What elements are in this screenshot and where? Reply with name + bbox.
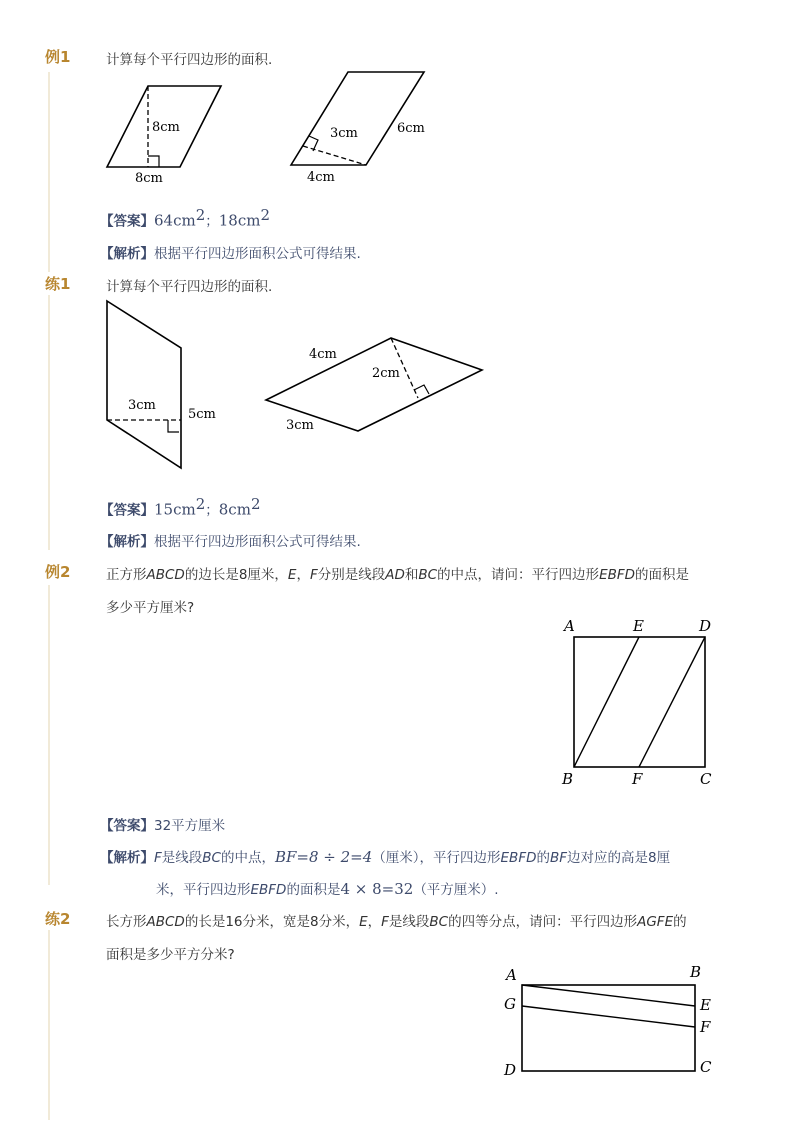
- analysis-line: [100, 242, 361, 262]
- analysis-line-1: 【解析】F是线段BC的中点，BF=8 ÷ 2=4（厘米），平行四边形EBFD的BF边对应的高是8厘: [100, 848, 671, 866]
- vertex-label-B: B: [690, 963, 702, 981]
- answer-label: 【答案】: [100, 502, 154, 519]
- exponent: 2: [250, 495, 261, 513]
- answer-value: 8cm: [218, 500, 251, 519]
- practice-tag: 练1: [45, 275, 71, 293]
- height-label: 8cm: [152, 120, 180, 135]
- parallelogram-figure-1: [100, 68, 230, 186]
- vertex-label-F: F: [700, 1018, 711, 1036]
- answer-value: 32平方厘米: [154, 818, 226, 834]
- exponent: 2: [195, 206, 206, 224]
- example-tag: 例2: [45, 563, 71, 581]
- base-label: 8cm: [135, 171, 163, 186]
- base-label: 3cm: [286, 418, 314, 433]
- side-label: 4cm: [309, 347, 337, 362]
- answer-label: 【答案】: [100, 213, 154, 230]
- example-tag: 例1: [45, 48, 71, 66]
- vertex-label-D: D: [504, 1061, 517, 1079]
- answer-line: [100, 206, 270, 230]
- rectangle-figure: [495, 960, 725, 1085]
- side-label: 5cm: [188, 407, 216, 422]
- vertex-label-F: F: [632, 770, 643, 788]
- vertex-label-A: A: [564, 617, 575, 635]
- analysis-label: 【解析】: [100, 246, 154, 262]
- parallelogram-figure-4: [260, 330, 490, 436]
- separator: ；: [205, 502, 219, 519]
- question-text: 计算每个平行四边形的面积.: [106, 279, 273, 295]
- analysis-text: 根据平行四边形面积公式可得结果.: [154, 534, 361, 550]
- question-line-1: 长方形ABCD的长是16分米，宽是8分米，E，F是线段BC的四等分点，请问：平行四边形AGFE的: [106, 914, 687, 930]
- analysis-text: 根据平行四边形面积公式可得结果.: [154, 246, 361, 262]
- base-label: 4cm: [307, 170, 335, 185]
- question-line-2: 面积是多少平方分米?: [106, 947, 235, 963]
- exponent: 2: [260, 206, 271, 224]
- analysis-line-2: 米，平行四边形EBFD的面积是4 × 8=32（平方厘米）.: [156, 880, 499, 898]
- answer-label: 【答案】: [100, 818, 154, 834]
- answer-value: 64cm: [154, 211, 196, 230]
- left-margin-band: [48, 585, 50, 885]
- parallelogram-figure-3: [100, 296, 220, 474]
- vertex-label-C: C: [700, 1058, 712, 1076]
- height-label: 3cm: [128, 398, 156, 413]
- height-label: 3cm: [330, 126, 358, 141]
- question-text: 计算每个平行四边形的面积.: [106, 52, 273, 68]
- vertex-label-C: C: [700, 770, 712, 788]
- square-figure: [555, 612, 725, 792]
- left-margin-band: [48, 72, 50, 272]
- formula: BF=8 ÷ 2=4: [274, 848, 373, 866]
- answer-value: 18cm: [218, 211, 261, 230]
- height-label: 2cm: [372, 366, 400, 381]
- parallelogram-figure-2: [285, 68, 445, 186]
- practice-tag: 练2: [45, 910, 71, 928]
- analysis-line: [100, 530, 361, 550]
- vertex-label-E: E: [700, 996, 711, 1014]
- answer-value: 15cm: [154, 500, 196, 519]
- answer-line: [100, 814, 225, 834]
- vertex-label-E: E: [633, 617, 644, 635]
- question-line-2: 多少平方厘米?: [106, 600, 195, 616]
- analysis-label: 【解析】: [100, 534, 154, 550]
- question-line-1: 正方形ABCD的边长是8厘米，E，F分别是线段AD和BC的中点，请问：平行四边形EBFD的面积是: [106, 567, 690, 583]
- analysis-label: 【解析】: [100, 850, 154, 866]
- vertex-label-G: G: [504, 995, 516, 1013]
- left-margin-band: [48, 930, 50, 1120]
- vertex-label-D: D: [699, 617, 712, 635]
- left-margin-band: [48, 295, 50, 550]
- formula: 4 × 8=32: [340, 880, 414, 898]
- answer-line: [100, 495, 260, 519]
- vertex-label-B: B: [562, 770, 574, 788]
- exponent: 2: [195, 495, 206, 513]
- side-label: 6cm: [397, 121, 425, 136]
- separator: ；: [205, 213, 219, 230]
- vertex-label-A: A: [506, 966, 517, 984]
